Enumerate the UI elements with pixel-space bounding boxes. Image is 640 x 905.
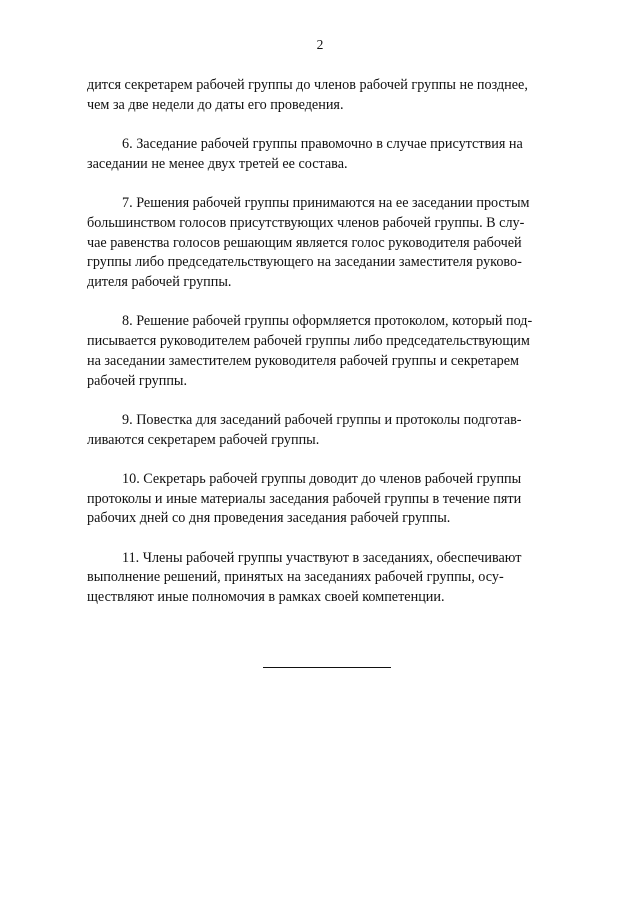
paragraph-6: 6. Заседание рабочей группы правомочно в случае присутствия на заседании не менее двух третей ее состава. [87,136,523,172]
paragraph-10: 10. Секретарь рабочей группы доводит до членов рабочей группы протоколы и иные материалы заседания рабочей группы в течение пяти рабочих дней со дня проведения заседания рабочей группы. [87,470,522,527]
end-separator-line [263,667,391,668]
paragraph-9: 9. Повестка для заседаний рабочей группы и протоколы подготав- ливаются секретарем рабочей группы. [87,411,522,448]
page-number: 2 [316,37,324,52]
paragraph-7: 7. Решения рабочей группы принимаются на ее заседании простым большинством голосов присутствующих членов рабочей группы. В слу- чае равенства голосов решающим является голос руководителя рабочей группы либо председательствующего на заседании заместителя руково- дителя рабочей группы. [87,195,530,290]
paragraph-8: 8. Решение рабочей группы оформляется протоколом, который под- писывается руководителем рабочей группы либо председательствующим на заседании заместителем руководителя рабочей группы и секретарем рабочей группы. [87,313,533,389]
paragraph-5-continuation: дится секретарем рабочей группы до членов рабочей группы не позднее, чем за две недели до даты его проведения. [87,77,528,113]
paragraph-11: 11. Члены рабочей группы участвуют в заседаниях, обеспечивают выполнение решений, принятых на заседаниях рабочей группы, осу- ществляют иные полномочия в рамках своей компетенции. [87,549,522,606]
document-body [87,76,571,608]
